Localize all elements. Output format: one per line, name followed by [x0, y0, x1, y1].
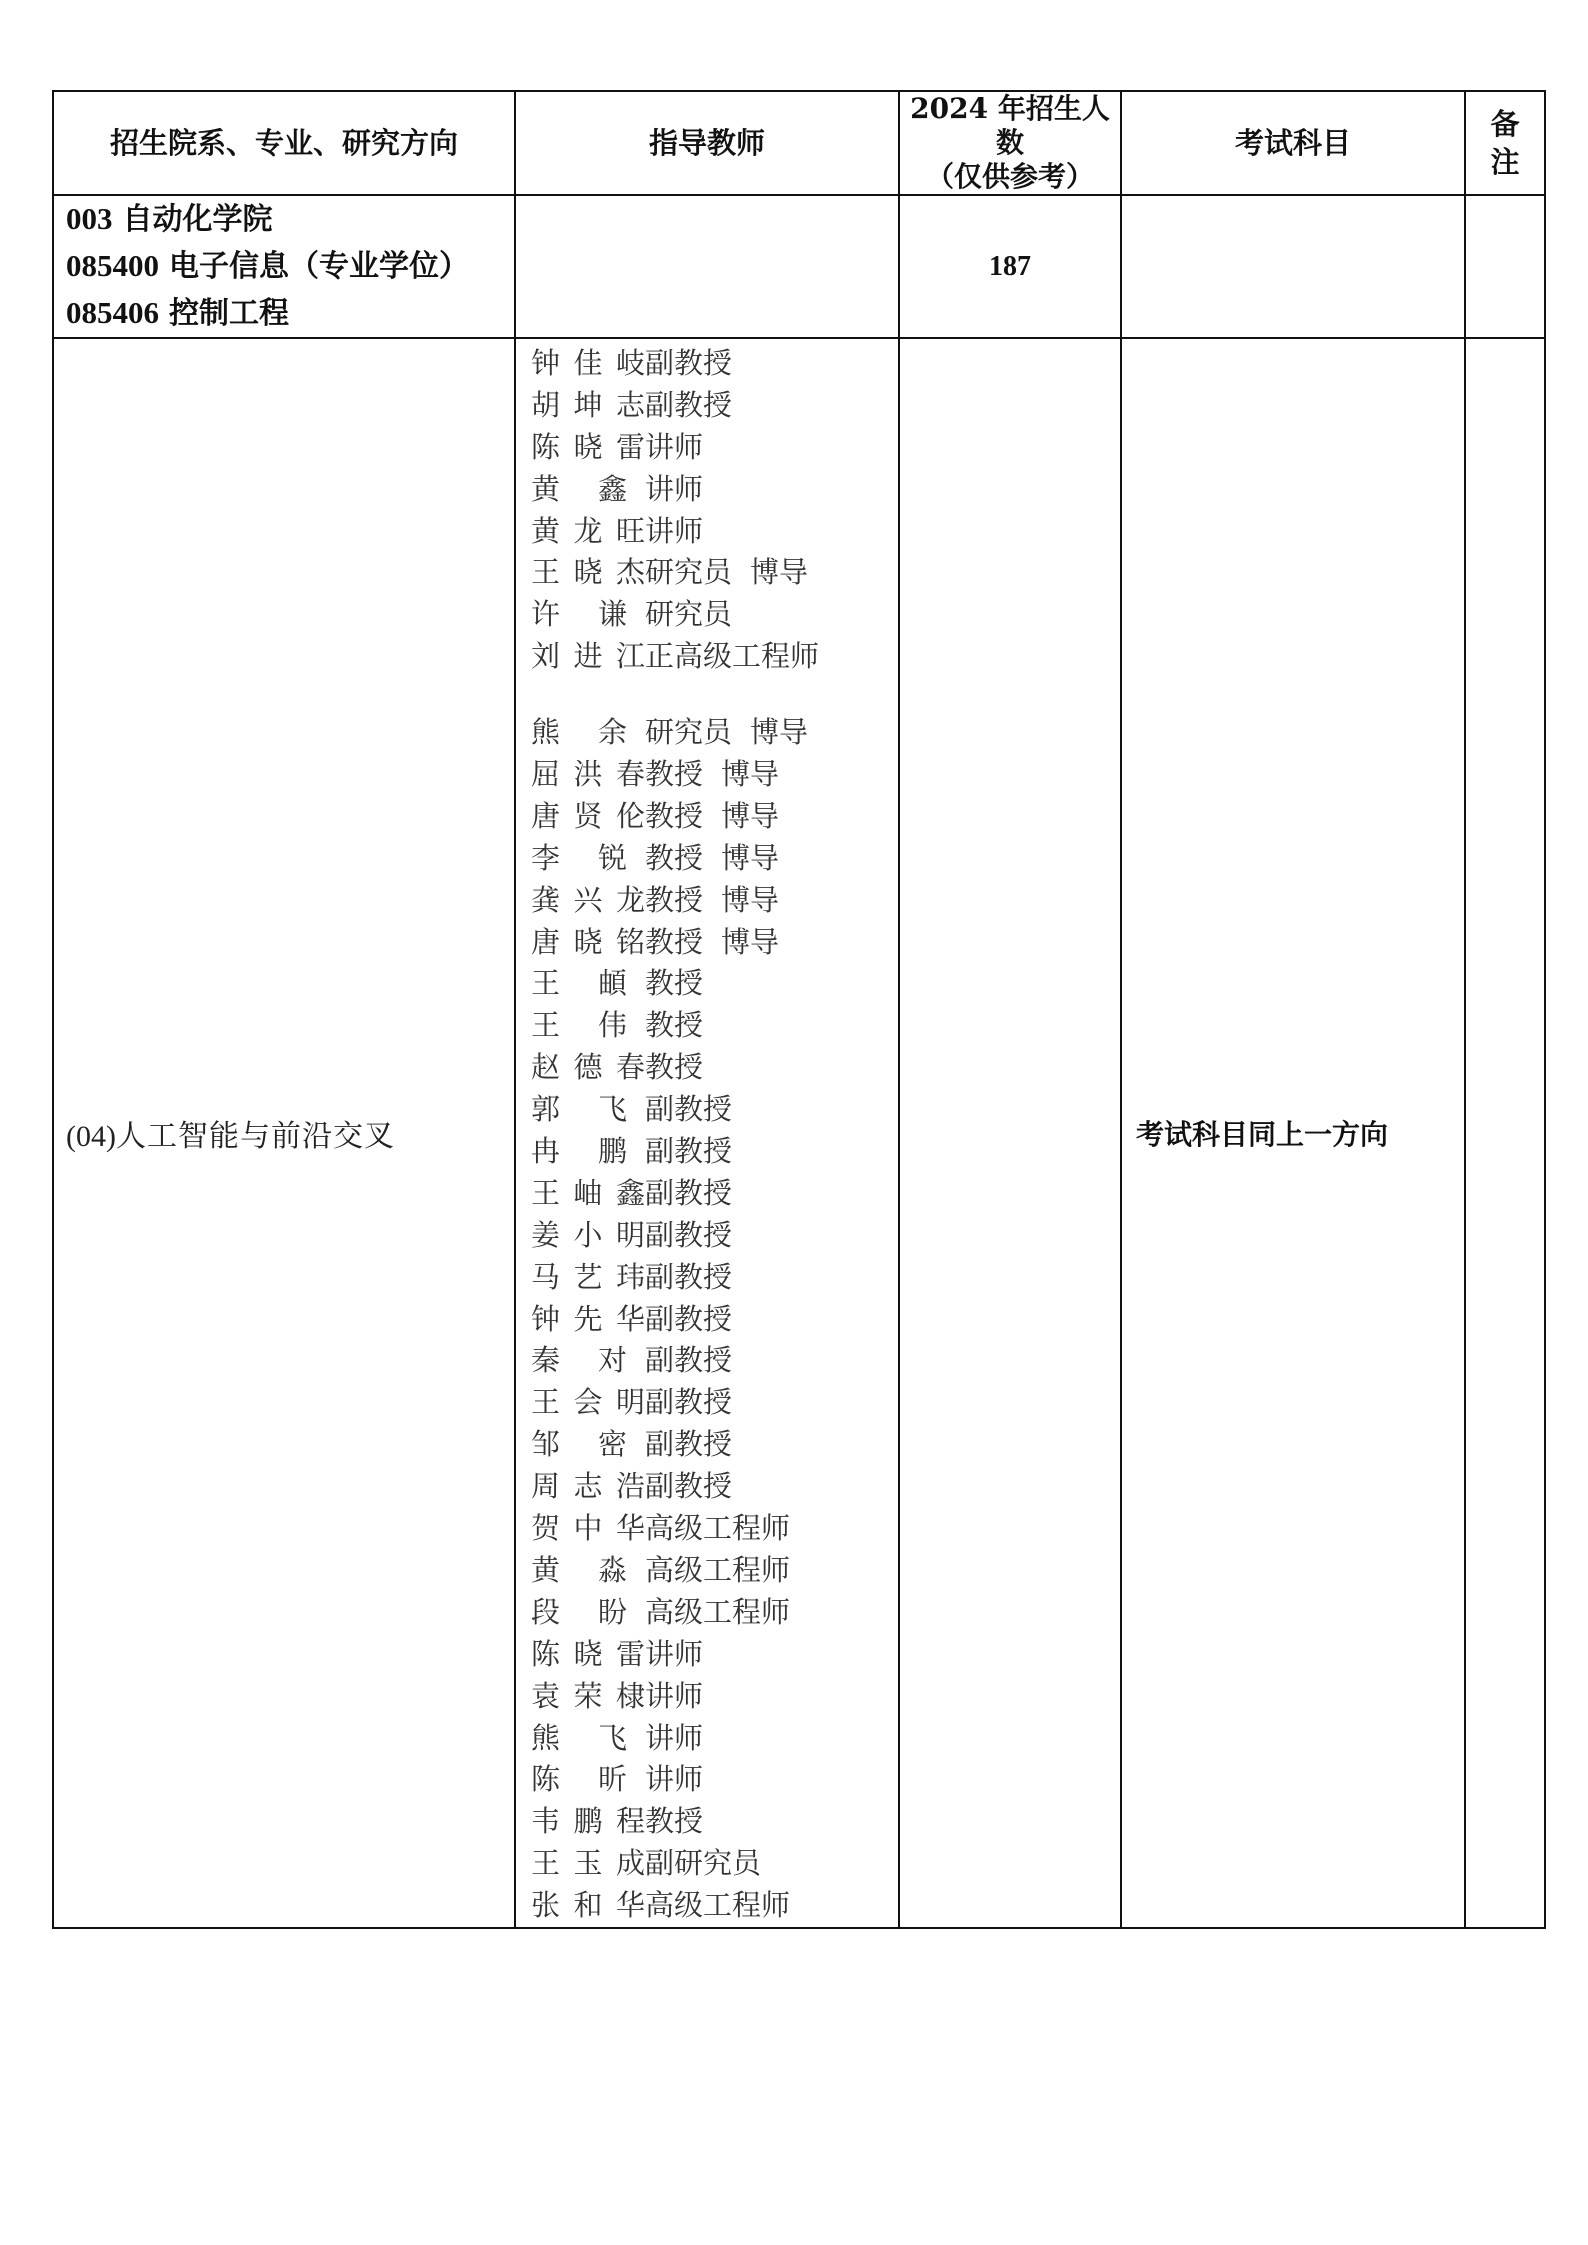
advisor-item [531, 343, 898, 385]
advisor-name: 熊飞 [531, 1720, 627, 1755]
advisor-name: 黄鑫 [531, 471, 627, 506]
advisor-item [531, 712, 898, 754]
advisor-name: 贺中华 [531, 1511, 645, 1546]
advisor-item [531, 963, 898, 1005]
advisor-name: 王伟 [531, 1008, 627, 1043]
advisor-name: 段盼 [531, 1594, 627, 1629]
advisor-name: 王晓杰 [531, 555, 645, 590]
advisor-list [531, 343, 898, 1927]
advisor-name: 袁荣棣 [531, 1678, 645, 1713]
advisor-title: 副教授 [645, 1427, 733, 1462]
department-advisor-cell [515, 195, 899, 338]
direction-cell [53, 338, 515, 1928]
advisor-name: 张和华 [531, 1888, 645, 1923]
advisor-item [531, 385, 898, 427]
advisor-phd-supervisor-tag: 博导 [721, 924, 780, 959]
advisor-item [531, 1634, 898, 1676]
advisor-item [531, 1885, 898, 1927]
advisor-phd-supervisor-tag: 博导 [721, 798, 780, 833]
direction-name: 人工智能与前沿交叉 [115, 1118, 395, 1154]
advisor-title: 研究员 [645, 715, 733, 750]
advisor-item [531, 636, 898, 678]
advisor-item [531, 1550, 898, 1592]
advisor-title: 讲师 [645, 1636, 704, 1671]
major-name: 电子信息（专业学位） [169, 249, 469, 284]
header-advisor: 指导教师 [515, 91, 899, 195]
header-exam: 考试科目 [1121, 91, 1465, 195]
advisor-title: 研究员 [645, 555, 733, 590]
advisor-item [531, 922, 898, 964]
advisor-title: 副教授 [645, 1134, 733, 1169]
advisor-item [531, 552, 898, 594]
advisor-item [531, 1131, 898, 1173]
advisor-title: 副教授 [645, 1343, 733, 1378]
advisor-item [531, 1424, 898, 1466]
advisor-title: 副教授 [645, 1301, 733, 1336]
advisor-name: 黄龙旺 [531, 513, 645, 548]
table-header-row [53, 91, 1545, 195]
advisor-item [531, 1173, 898, 1215]
advisor-title: 讲师 [645, 1762, 704, 1797]
advisor-item [531, 469, 898, 511]
advisor-item [531, 1466, 898, 1508]
advisor-title: 讲师 [645, 1720, 704, 1755]
advisor-item [531, 1089, 898, 1131]
advisor-phd-supervisor-tag: 博导 [721, 757, 780, 792]
advisor-title: 教授 [645, 798, 704, 833]
advisor-title: 讲师 [645, 471, 704, 506]
school-line [66, 196, 514, 243]
header-department: 招生院系、专业、研究方向 [53, 91, 515, 195]
major-code: 085400 [66, 248, 159, 283]
advisor-item [531, 1759, 898, 1801]
advisor-item [531, 1047, 898, 1089]
field-name: 控制工程 [169, 296, 289, 331]
advisor-title: 副教授 [645, 1259, 733, 1294]
department-remark-cell [1465, 195, 1545, 338]
advisor-title: 教授 [645, 924, 704, 959]
advisor-name: 熊余 [531, 715, 627, 750]
advisor-title: 教授 [645, 1050, 704, 1085]
advisor-name: 姜小明 [531, 1217, 645, 1252]
header-remark [1465, 91, 1545, 195]
advisor-item [531, 1508, 898, 1550]
major-line [66, 243, 514, 290]
department-row [53, 195, 1545, 338]
advisor-name: 秦对 [531, 1343, 627, 1378]
advisor-name: 王会明 [531, 1385, 645, 1420]
advisor-title: 高级工程师 [645, 1511, 791, 1546]
advisor-name: 屈洪春 [531, 757, 645, 792]
header-enrollment-line2: （仅供参考） [925, 160, 1094, 193]
advisor-name: 马艺玮 [531, 1259, 645, 1294]
advisor-name: 王頔 [531, 966, 627, 1001]
direction-code: (04) [66, 1119, 116, 1153]
exam-note: 考试科目同上一方向 [1121, 338, 1465, 1928]
advisor-item [531, 838, 898, 880]
advisor-name: 钟佳岐 [531, 346, 645, 380]
advisor-title: 教授 [645, 1008, 704, 1043]
advisor-title: 副研究员 [645, 1846, 762, 1881]
direction-row [53, 338, 1545, 1928]
advisor-title: 讲师 [645, 429, 704, 464]
advisor-name: 钟先华 [531, 1301, 645, 1336]
advisor-title: 副教授 [645, 1385, 733, 1420]
advisor-title: 副教授 [645, 1469, 733, 1504]
advisor-item [531, 1801, 898, 1843]
advisor-title: 高级工程师 [645, 1888, 791, 1923]
advisor-item [531, 1340, 898, 1382]
advisor-name: 龚兴龙 [531, 882, 645, 917]
advisor-name: 郭飞 [531, 1092, 627, 1127]
department-exam-cell [1121, 195, 1465, 338]
field-code: 085406 [66, 295, 159, 330]
advisor-name: 陈晓雷 [531, 429, 645, 464]
advisor-title: 教授 [645, 757, 704, 792]
advisor-item [531, 1676, 898, 1718]
direction-enrollment-cell [899, 338, 1121, 1928]
advisor-title: 高级工程师 [645, 1594, 791, 1629]
advisor-item [531, 1299, 898, 1341]
advisor-item [531, 594, 898, 636]
header-enrollment-line1: 2024 年招生人数 [910, 92, 1110, 159]
advisor-title: 副教授 [645, 1217, 733, 1252]
advisor-name: 周志浩 [531, 1469, 645, 1504]
advisor-name: 刘进江 [531, 639, 645, 674]
advisor-list-cell [515, 338, 899, 1928]
advisor-name: 黄淼 [531, 1552, 627, 1587]
advisor-title: 讲师 [645, 513, 704, 548]
header-remark-line2: 注 [1490, 145, 1520, 179]
advisor-item [531, 880, 898, 922]
advisor-item [531, 511, 898, 553]
advisor-name: 许谦 [531, 597, 627, 632]
advisor-name: 韦鹏程 [531, 1804, 645, 1839]
advisor-name: 唐贤伦 [531, 798, 645, 833]
school-code: 003 [66, 201, 113, 236]
advisor-title: 教授 [645, 840, 704, 875]
advisor-name: 唐晓铭 [531, 924, 645, 959]
field-line [66, 290, 514, 337]
advisor-name: 王玉成 [531, 1846, 645, 1881]
advisor-name: 陈昕 [531, 1762, 627, 1797]
admission-table [52, 90, 1546, 1929]
advisor-name: 冉鹏 [531, 1134, 627, 1169]
advisor-phd-supervisor-tag: 博导 [721, 882, 780, 917]
advisor-item [531, 754, 898, 796]
advisor-title: 副教授 [645, 346, 733, 380]
advisor-title: 高级工程师 [645, 1552, 791, 1587]
advisor-item [531, 796, 898, 838]
advisor-phd-supervisor-tag: 博导 [750, 555, 809, 590]
advisor-title: 教授 [645, 1804, 704, 1839]
advisor-name: 胡坤志 [531, 387, 645, 422]
advisor-title: 教授 [645, 966, 704, 1001]
advisor-phd-supervisor-tag: 博导 [721, 840, 780, 875]
advisor-item [531, 1592, 898, 1634]
school-name: 自动化学院 [122, 202, 273, 237]
enrollment-count: 187 [899, 195, 1121, 338]
advisor-name: 王岫鑫 [531, 1175, 645, 1210]
advisor-item [531, 1215, 898, 1257]
advisor-title: 研究员 [645, 597, 733, 632]
advisor-title: 副教授 [645, 1175, 733, 1210]
header-enrollment [899, 91, 1121, 195]
advisor-phd-supervisor-tag: 博导 [750, 715, 809, 750]
advisor-title: 正高级工程师 [645, 639, 820, 674]
advisor-title: 副教授 [645, 1092, 733, 1127]
advisor-title: 副教授 [645, 387, 733, 422]
header-remark-line1: 备 [1490, 107, 1520, 141]
direction-remark-cell [1465, 338, 1545, 1928]
advisor-name: 邹密 [531, 1427, 627, 1462]
advisor-name: 李锐 [531, 840, 627, 875]
advisor-item [531, 1257, 898, 1299]
advisor-item [531, 1382, 898, 1424]
advisor-item [531, 1843, 898, 1885]
advisor-item [531, 427, 898, 469]
advisor-name: 赵德春 [531, 1050, 645, 1085]
advisor-name: 陈晓雷 [531, 1636, 645, 1671]
advisor-item [531, 1005, 898, 1047]
department-cell [53, 195, 515, 338]
advisor-item [531, 1718, 898, 1760]
advisor-title: 讲师 [645, 1678, 704, 1713]
advisor-title: 教授 [645, 882, 704, 917]
